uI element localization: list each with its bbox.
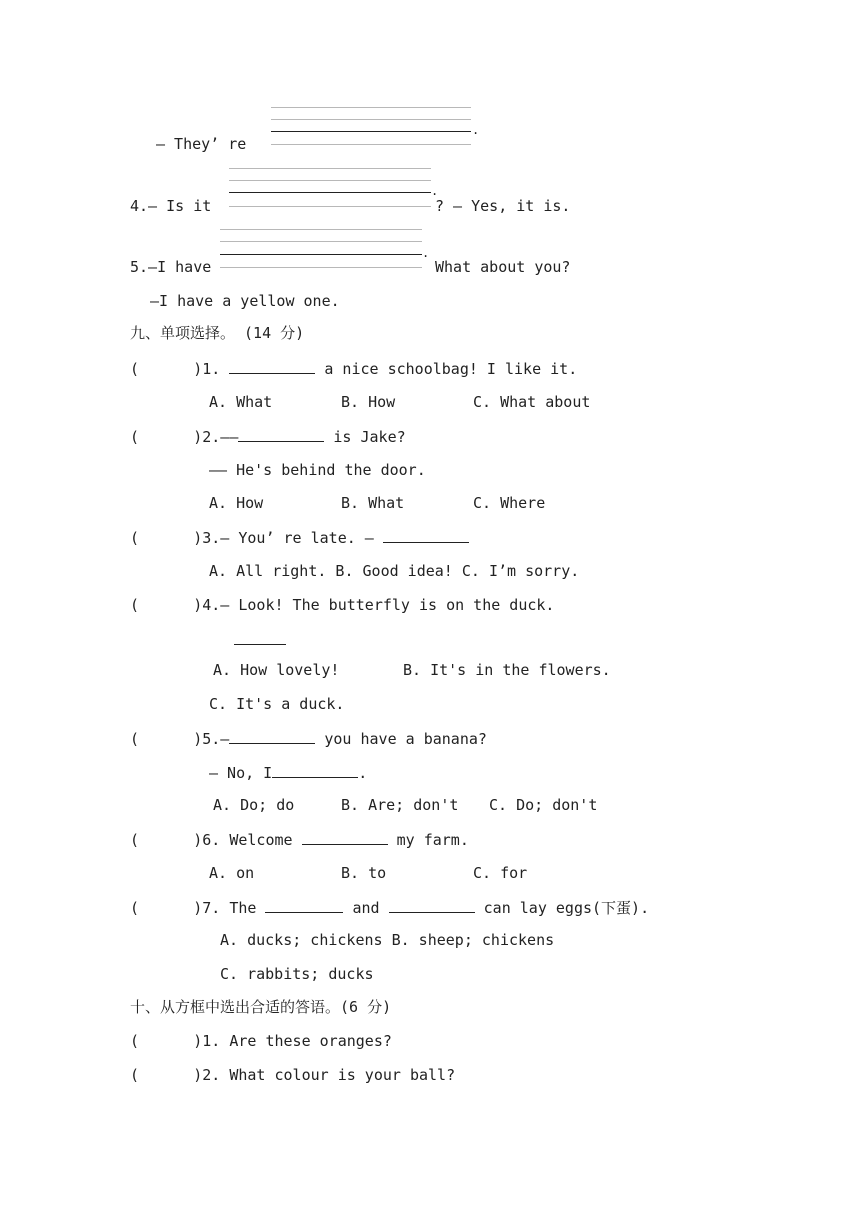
q5-prefix: 5.—I have	[130, 258, 212, 276]
period: .	[472, 123, 480, 137]
question-9-7: ( )7. The and can lay eggs(下蛋).	[130, 899, 650, 917]
answer-blank[interactable]	[238, 427, 324, 442]
answer-blank[interactable]	[302, 830, 388, 845]
option-c[interactable]: C. What about	[473, 393, 591, 411]
answer-paren[interactable]: ( )	[130, 596, 203, 614]
option-a[interactable]: A. How lovely!	[213, 661, 340, 679]
question-9-5: ( )5.— you have a banana?	[130, 730, 487, 748]
option-c[interactable]: C. rabbits; ducks	[220, 965, 374, 983]
question-9-3-options[interactable]: A. All right. B. Good idea! C. I’m sorry.	[209, 562, 580, 580]
period: .	[422, 246, 430, 260]
line-a-text: — They’ re	[156, 135, 247, 153]
answer-paren[interactable]: ( )	[130, 360, 203, 378]
option-c[interactable]: C. Where	[473, 494, 546, 512]
answer-blank[interactable]	[265, 898, 343, 913]
question-9-2: ( )2.—— is Jake?	[130, 428, 406, 446]
option-c[interactable]: C. Do; don't	[489, 796, 598, 814]
answer-blank[interactable]	[272, 763, 358, 778]
question-9-2-reply: —— He's behind the door.	[209, 461, 426, 479]
q4-prefix: 4.— Is it	[130, 197, 212, 215]
option-c[interactable]: C. for	[473, 864, 528, 882]
section-10-heading: 十、从方框中选出合适的答语。(6 分)	[130, 998, 392, 1016]
option-b[interactable]: B. What	[341, 494, 405, 512]
answer-paren[interactable]: ( )	[130, 428, 203, 446]
option-a[interactable]: A. Do; do	[213, 796, 295, 814]
question-9-1: ( )1. a nice schoolbag! I like it.	[130, 360, 578, 378]
question-9-7-options[interactable]: A. ducks; chickens B. sheep; chickens	[220, 931, 555, 949]
option-c[interactable]: C. It's a duck.	[209, 695, 345, 713]
q4-suffix: ? — Yes, it is.	[435, 197, 571, 215]
section-9-heading: 九、单项选择。 (14 分)	[130, 324, 305, 342]
answer-blank[interactable]	[383, 528, 469, 543]
question-9-6: ( )6. Welcome my farm.	[130, 831, 469, 849]
answer-paren[interactable]: ( )	[130, 1032, 203, 1050]
question-9-4: ( )4.— Look! The butterfly is on the duck.	[130, 596, 555, 614]
answer-paren[interactable]: ( )	[130, 831, 203, 849]
period: .	[431, 184, 439, 198]
option-b[interactable]: B. How	[341, 393, 396, 411]
answer-paren[interactable]: ( )	[130, 730, 203, 748]
answer-blank[interactable]	[229, 359, 315, 374]
answer-blank[interactable]	[229, 729, 315, 744]
answer-paren[interactable]: ( )	[130, 1066, 203, 1084]
option-a[interactable]: A. on	[209, 864, 255, 882]
answer-blank[interactable]	[389, 898, 475, 913]
question-9-3: ( )3.— You’ re late. —	[130, 528, 469, 547]
answer-paren[interactable]: ( )	[130, 899, 203, 917]
option-b[interactable]: B. It's in the flowers.	[403, 661, 611, 679]
q5-suffix: What about you?	[435, 258, 571, 276]
question-10-2: ( )2. What colour is your ball?	[130, 1066, 456, 1084]
question-9-5-reply: — No, I .	[209, 764, 368, 782]
answer-paren[interactable]: ( )	[130, 529, 203, 547]
option-a[interactable]: A. How	[209, 494, 264, 512]
option-b[interactable]: B. to	[341, 864, 387, 882]
option-a[interactable]: A. What	[209, 393, 273, 411]
question-10-1: ( )1. Are these oranges?	[130, 1032, 392, 1050]
answer-blank[interactable]	[234, 630, 286, 645]
option-b[interactable]: B. Are; don't	[341, 796, 459, 814]
q5-answer: —I have a yellow one.	[150, 292, 340, 310]
